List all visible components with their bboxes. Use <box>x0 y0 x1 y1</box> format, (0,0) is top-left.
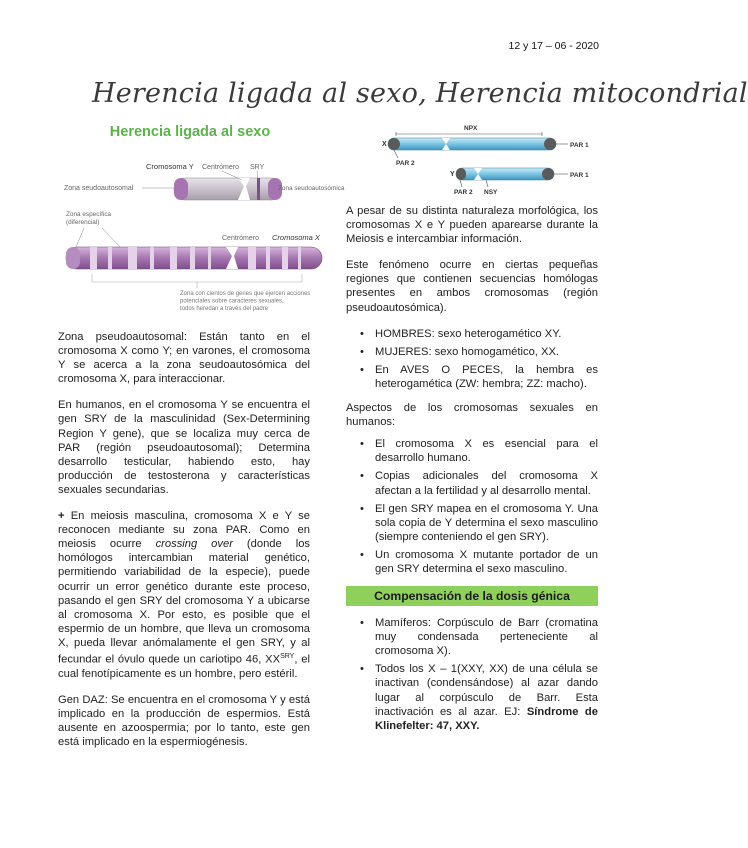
y-chromosome <box>174 178 282 200</box>
bullet-icon: • <box>360 438 364 451</box>
bullet-list-compensacion <box>346 616 598 733</box>
y-pseudo-left <box>174 178 188 200</box>
y-label: Y <box>450 171 455 178</box>
compensacion-heading: Compensación de la dosis génica <box>346 586 598 606</box>
list-item: • MUJERES: sexo homogamético, XX. <box>360 345 560 358</box>
date: 12 y 17 – 06 - 2020 <box>508 40 599 52</box>
paragraph-aspectos: Aspectos de los cromosomas sexuales en humanos: <box>346 402 598 429</box>
paragraph-sry: En humanos, en el cromosoma Y se encuentra el gen SRY de la masculinidad (Sex-Determining Region Y gene), que se localiza muy cerca de PAR (región pseudoautosomal); Determina desarrollo testicular, habiendo esto, hay producción de testosterona y características sexuales secundarias. <box>58 399 310 496</box>
bullet-icon: • <box>360 617 364 630</box>
figure1-caption: Zona con cientos de genes que ejercen acciones potenciales sobre caracteres sexuales, todos heredan a través del padre <box>180 291 311 312</box>
paragraph-pseudoautosomal: Zona pseudoautosomal: Están tanto en el cromosoma X como Y; en varones, el cromosoma Y se acerca a la zona seudoautosómica del cromosoma X, para interaccionar. <box>58 331 310 386</box>
par2-top-label: PAR 2 <box>396 160 415 167</box>
label-sry: SRY <box>250 164 265 171</box>
bullet-icon: • <box>360 327 364 340</box>
chromosome-xy-figure <box>62 146 345 316</box>
bullet-icon: • <box>360 663 364 676</box>
par-figure <box>346 120 598 198</box>
label-cromosoma-x: Cromosoma X <box>272 233 320 242</box>
list-item: • Un cromosoma X mutante portador de un gen SRY determina el sexo masculino. <box>360 548 598 575</box>
x-chromosome-bar <box>388 138 556 150</box>
list-item: • El cromosoma X es esencial para el desarrollo humano. <box>360 438 598 465</box>
npx-label: NPX <box>464 125 478 132</box>
bullet-icon: • <box>360 470 364 483</box>
list-item: • HOMBRES: sexo heterogamético XY. <box>360 327 562 340</box>
label-cromosoma-y: Cromosoma Y <box>146 162 194 171</box>
par-figure-svg <box>346 120 598 198</box>
list-item: • Copias adicionales del cromosoma X afectan a la fertilidad y al desarrollo mental. <box>360 470 598 497</box>
bullet-icon: • <box>360 548 364 561</box>
par1-bottom-label: PAR 1 <box>570 172 589 179</box>
par1-top-label: PAR 1 <box>570 142 589 149</box>
right-column <box>346 120 598 743</box>
x-label: X <box>382 141 387 148</box>
nsy-label: NSY <box>484 189 498 196</box>
y-chromosome-bar <box>456 168 554 180</box>
list-item: • Mamíferos: Corpúsculo de Barr (cromatina muy condensada perteneciente al cromosoma X). <box>360 617 598 658</box>
left-column <box>58 124 345 761</box>
paragraph-fenomeno: Este fenómeno ocurre en ciertas pequeñas regiones que contienen secuencias homólogas presentes en ambos cromosomas (región pseudoautosómica). <box>346 259 598 314</box>
bullet-list-sexos <box>346 327 598 391</box>
section-title: Herencia ligada al sexo <box>109 124 271 140</box>
plus-marker: + <box>58 510 65 523</box>
label-centromero-x: Centrómero <box>222 235 259 242</box>
bullet-icon: • <box>360 502 364 515</box>
list-item: • El gen SRY mapea en el cromosoma Y. Una sola copia de Y determina el sexo masculino (siempre conteniendo el gen SRY). <box>360 502 598 543</box>
label-zona-pseudo-left: Zona seudoautosomal <box>64 185 134 192</box>
bullet-icon: • <box>360 345 364 358</box>
list-item: • Todos los X – 1(XXY, XX) de una célula se inactivan (condensándose) al azar dando lugar al corpúsculo de Barr. Esta inactivación es al azar. EJ: Síndrome de Klinefelter: 47, XXY. <box>360 663 598 732</box>
page-title: Herencia ligada al sexo, Herencia mitocondrial <box>92 78 748 109</box>
y-sry-band <box>257 178 260 200</box>
label-centromero: Centrómero <box>202 164 239 171</box>
label-zona-especifica: Zona específica (diferencial) <box>66 211 112 226</box>
bullet-icon: • <box>360 363 364 376</box>
paragraph-daz: Gen DAZ: Se encuentra en el cromosoma Y y está implicado en la producción de espermios. Está ausente en azoospermia; por lo tanto, este gen está implicado en la espermiogénesis. <box>58 693 310 749</box>
paragraph-meiosis: + En meiosis masculina, cromosoma X e Y se reconocen mediante su zona PAR. Como en meiosis ocurre crossing over (donde los homólogos intercambian material genético, permitiendo variabilidad de la especie), puede ocurrir un error genético durante este proceso, pasando el gen SRY del cromosoma Y a ubicarse al cromosoma X. Por esto, es posible que el espermio de un hombre, que lleva un cromosoma X, pueda llevar anómalamente el gen SRY, y al fecundar el óvulo quede un cariotipo 46, $XX^{SRY}$, el cual fenotípicamente es un hombre, pero estéril. <box>58 510 311 680</box>
paragraph-aparear: A pesar de su distinta naturaleza morfológica, los cromosomas X e Y pueden aparearse durante la Meiosis e intercambiar información. <box>346 205 598 246</box>
bullet-list-aspectos <box>346 437 598 576</box>
label-zona-pseudo-right: Zona seudoautosómica <box>278 185 345 192</box>
chromosome-xy-svg <box>62 146 345 316</box>
list-item: • En AVES O PECES, la hembra es heterogamética (ZW: hembra; ZZ: macho). <box>360 363 598 390</box>
par2-bottom-label: PAR 2 <box>454 189 473 196</box>
